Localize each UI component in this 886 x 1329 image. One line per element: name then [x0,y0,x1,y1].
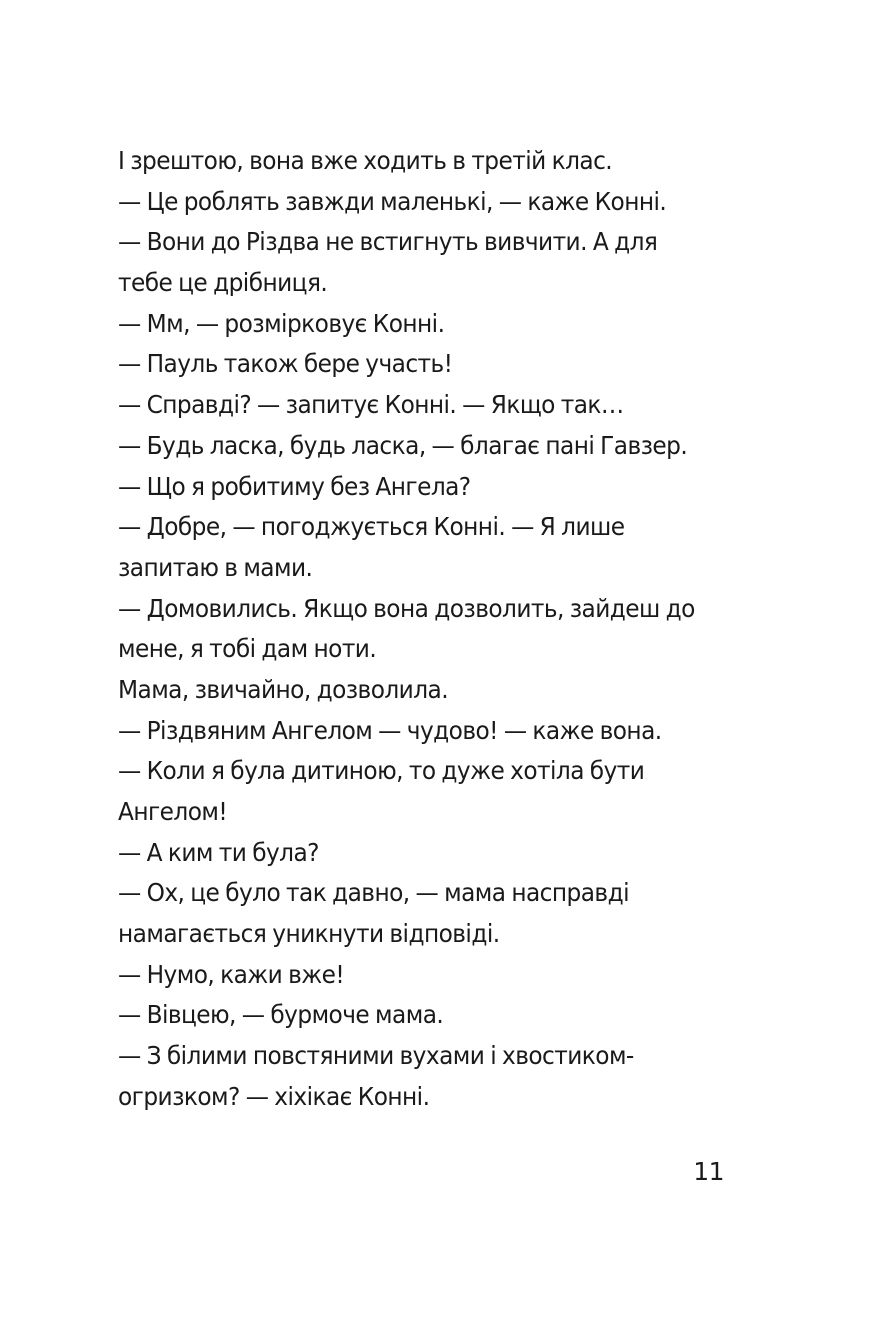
text-line: тебе це дрібниця. [118,268,328,298]
text-line: — Нумо, кажи вже! [118,959,345,989]
text-line: мене, я тобі дам ноти. [118,634,377,664]
text-line: — Різдвяним Ангелом — чудово! — каже вона. [118,715,662,745]
text-line: — Будь ласка, будь ласка, — благає пані Гавзер. [118,430,688,460]
page-number: 11 [693,1157,724,1186]
text-line: запитаю в мами. [118,552,313,582]
text-line: І зрештою, вона вже ходить в третій клас. [118,146,613,175]
text-line: Ангелом! [118,797,228,826]
text-line: — Це роблять завжди маленькі, — каже Конні. [118,186,667,216]
text-line: — А ким ти була? [118,837,319,867]
text-line: — З білими повстяними вухами і хвостиком- [118,1041,634,1071]
text-line: — Коли я була дитиною, то дуже хотіла бути [118,756,645,786]
text-line: — Мм, — розмірковує Конні. [118,308,445,338]
body-text [118,141,758,1118]
text-line: — Що я робитиму без Ангела? [118,471,471,501]
text-line: Мама, звичайно, дозволила. [118,674,449,704]
text-line: огризком? — хіхікає Конні. [118,1081,430,1111]
text-line: — Вівцею, — бурмоче мама. [118,1000,444,1030]
text-line: намагається уникнути відповіді. [118,919,500,949]
text-line: — Домовились. Якщо вона дозволить, зайдеш до [118,593,695,623]
text-line: — Справді? — запитує Конні. — Якщо так… [118,390,624,420]
text-line: — Пауль також бере участь! [118,349,453,379]
text-line: — Ох, це було так давно, — мама насправді [118,878,630,908]
text-line: — Добре, — погоджується Конні. — Я лише [118,512,625,542]
text-line: — Вони до Різдва не встигнуть вивчити. А для [118,227,658,257]
